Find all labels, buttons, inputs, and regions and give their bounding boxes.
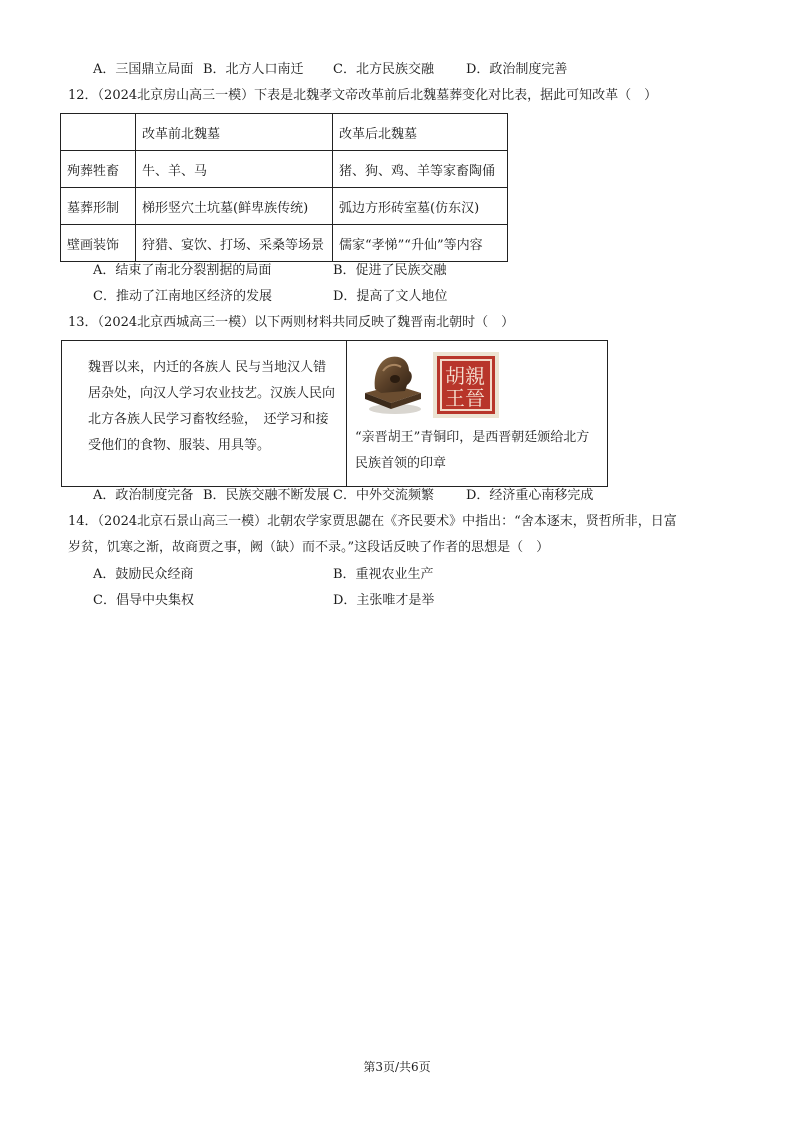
q12-comparison-table xyxy=(60,113,508,262)
q13-option-d: D．经济重心南移完成 xyxy=(466,488,594,503)
q12-option-c: C．推动了江南地区经济的发展 xyxy=(93,289,272,304)
q14-option-d: D．主张唯才是举 xyxy=(333,593,435,608)
material-line: 居杂处，向汉人学习农业技艺。汉族人民向 xyxy=(88,386,336,401)
seal-char: 王 xyxy=(445,386,465,410)
q12-option-d: D．提高了文人地位 xyxy=(333,289,448,304)
q13-stem: 13．（2024北京西城高三一模）以下两则材料共同反映了魏晋南北朝时（ ） xyxy=(68,315,515,330)
q14-option-c: C．倡导中央集权 xyxy=(93,593,194,608)
seal-char: 晉 xyxy=(465,386,485,410)
q14-stem-line1: 14．（2024北京石景山高三一模）北朝农学家贾思勰在《齐民要术》中指出：“舍本逐末，贤哲所非，日富 xyxy=(68,514,677,529)
table-cell: 狩猎、宴饮、打场、采桑等场景 xyxy=(136,225,333,262)
table-header-cell xyxy=(61,114,136,151)
q13-option-a: A．政治制度完备 xyxy=(93,488,194,503)
q11-option-c: C．北方民族交融 xyxy=(333,62,434,77)
q11-option-b: B．北方人口南迁 xyxy=(203,62,304,77)
caption-line: 民族首领的印章 xyxy=(355,456,447,471)
table-cell: 殉葬牲畜 xyxy=(61,151,136,188)
seal-char: 胡 xyxy=(445,364,465,388)
q12-stem: 12．（2024北京房山高三一模）下表是北魏孝文帝改革前后北魏墓葬变化对比表，据此可知改革（ ） xyxy=(68,88,658,103)
q13-image-caption xyxy=(355,425,600,477)
seal-char: 親 xyxy=(465,364,485,388)
seal-impression-image xyxy=(433,352,499,418)
q14-option-a: A．鼓励民众经商 xyxy=(93,567,194,582)
table-header-row xyxy=(61,114,508,151)
material-line: 受他们的食物、服装、用具等。 xyxy=(88,438,271,453)
q13-material-image xyxy=(347,341,607,486)
q13-material-text xyxy=(62,341,347,486)
material-line: 北方各族人民学习畜牧经验， 还学习和接 xyxy=(88,412,329,427)
q13-option-c: C．中外交流频繁 xyxy=(333,488,434,503)
table-cell: 牛、羊、马 xyxy=(136,151,333,188)
material-line: 魏晋以来，内迁的各族人 民与当地汉人错 xyxy=(88,360,327,375)
table-cell: 儒家“孝悌”“升仙”等内容 xyxy=(333,225,508,262)
q11-option-d: D．政治制度完善 xyxy=(466,62,568,77)
bronze-seal-photo xyxy=(361,349,423,415)
table-header-cell: 改革后北魏墓 xyxy=(333,114,508,151)
q12-option-b: B．促进了民族交融 xyxy=(333,263,447,278)
q14-option-b: B．重视农业生产 xyxy=(333,567,434,582)
caption-line: “亲晋胡王”青铜印，是西晋朝廷颁给北方 xyxy=(355,430,590,445)
table-row xyxy=(61,188,508,225)
q11-option-a: A．三国鼎立局面 xyxy=(93,62,194,77)
table-cell: 墓葬形制 xyxy=(61,188,136,225)
table-row xyxy=(61,225,508,262)
table-cell: 壁画装饰 xyxy=(61,225,136,262)
q12-option-a: A．结束了南北分裂割据的局面 xyxy=(93,263,272,278)
table-cell: 弧边方形砖室墓(仿东汉) xyxy=(333,188,508,225)
q13-material-box xyxy=(61,340,608,487)
table-row xyxy=(61,151,508,188)
table-header-cell: 改革前北魏墓 xyxy=(136,114,333,151)
page-number: 第3页/共6页 xyxy=(363,1060,431,1074)
q14-stem-line2: 岁贫，饥寒之渐，故商贾之事，阙（缺）而不录。”这段话反映了作者的思想是（ ） xyxy=(68,540,550,555)
table-cell: 猪、狗、鸡、羊等家畜陶俑 xyxy=(333,151,508,188)
q13-option-b: B．民族交融不断发展 xyxy=(203,488,330,503)
table-cell: 梯形竖穴土坑墓(鲜卑族传统) xyxy=(136,188,333,225)
